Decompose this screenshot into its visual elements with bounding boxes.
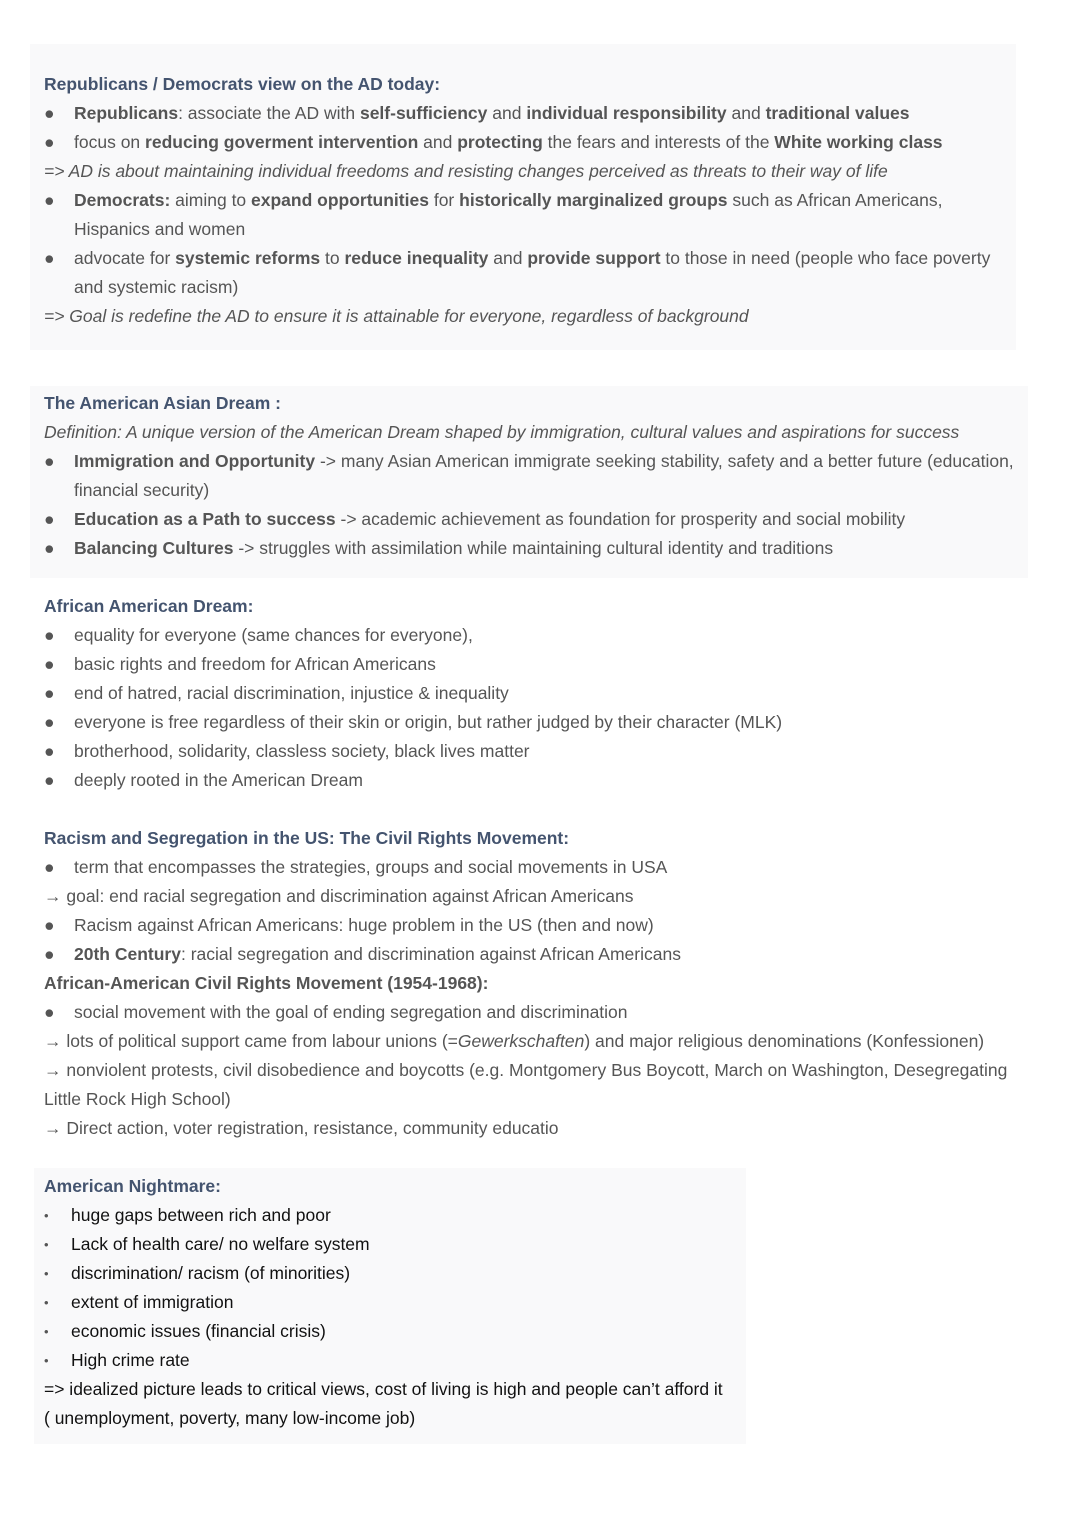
bullet-icon: • [44,1295,49,1310]
section-title: American Nightmare: [44,1176,221,1196]
bullet-item: ● Balancing Cultures -> struggles with assimilation while maintaining cultural identity and traditions [44,534,1014,563]
arrow-text: → goal: end racial segregation and discrimination against African Americans [44,886,634,906]
bullet-icon: ● [44,451,55,471]
bullet-icon: ● [44,857,55,877]
list-item: • High crime rate [44,1346,723,1375]
bullet-icon: ● [44,915,55,935]
bullet-icon: • [44,1208,49,1223]
list-item: • Lack of health care/ no welfare system [44,1230,723,1259]
bullet-item: ● Racism against African Americans: huge problem in the US (then and now) [44,911,1007,940]
section-title: African American Dream: [44,596,254,616]
bullet-icon: ● [44,132,55,152]
bullet-item: ● Education as a Path to success -> academic achievement as foundation for prosperity and social mobility [44,505,1014,534]
section-nightmare [44,1172,723,1433]
bullet-icon: ● [44,248,55,268]
bullet-icon: ● [44,1002,55,1022]
section-asian-dream [44,389,1014,563]
list-item: ● equality for everyone (same chances for everyone), [44,621,782,650]
bullet-icon: • [44,1266,49,1281]
bullet-item: ● term that encompasses the strategies, groups and social movements in USA [44,853,1007,882]
bullet-item: ● advocate for systemic reforms to reduce inequality and provide support to those in need (people who face poverty [44,244,990,273]
section-civil-rights [44,824,1007,1143]
list-item: • extent of immigration [44,1288,723,1317]
bullet-icon: • [44,1353,49,1368]
arrow-text: → lots of political support came from labour unions (=Gewerkschaften) and major religious denominations (Konfessionen) [44,1031,985,1051]
list-item: ● end of hatred, racial discrimination, injustice & inequality [44,679,782,708]
bullet-icon: ● [44,190,55,210]
bullet-item: ● Immigration and Opportunity -> many Asian American immigrate seeking stability, safety and a better future (education, [44,447,1014,476]
section-african-american-dream [44,592,782,795]
conclusion-text: ( unemployment, poverty, many low-income job) [44,1408,416,1428]
section-republicans-democrats [44,70,990,331]
list-item: • discrimination/ racism (of minorities) [44,1259,723,1288]
arrow-text: → Direct action, voter registration, resistance, community educatio [44,1118,559,1138]
list-item: • huge gaps between rich and poor [44,1201,723,1230]
bullet-icon: • [44,1237,49,1252]
bullet-item: ● focus on reducing goverment intervention and protecting the fears and interests of the White working class [44,128,990,157]
conclusion-text: => idealized picture leads to critical views, cost of living is high and people can’t afford it [44,1379,723,1399]
conclusion-text: => Goal is redefine the AD to ensure it is attainable for everyone, regardless of background [44,306,749,326]
bullet-icon: ● [44,741,55,761]
section-title: Racism and Segregation in the US: The Civil Rights Movement: [44,828,570,848]
subsection-title: African-American Civil Rights Movement (1954-1968): [44,973,489,993]
bullet-icon: ● [44,654,55,674]
list-item: ● brotherhood, solidarity, classless society, black lives matter [44,737,782,766]
list-item: ● everyone is free regardless of their skin or origin, but rather judged by their character (MLK) [44,708,782,737]
section-title: The American Asian Dream : [44,393,281,413]
list-item: ● basic rights and freedom for African Americans [44,650,782,679]
bullet-icon: • [44,1324,49,1339]
bullet-item: ● 20th Century: racial segregation and discrimination against African Americans [44,940,1007,969]
bullet-icon: ● [44,770,55,790]
arrow-text-continuation: Little Rock High School) [44,1089,231,1109]
bullet-item: ● Democrats: aiming to expand opportunities for historically marginalized groups such as African Americans, [44,186,990,215]
bullet-icon: ● [44,683,55,703]
conclusion-text: => AD is about maintaining individual freedoms and resisting changes perceived as threats to their way of life [44,161,888,181]
list-item: ● deeply rooted in the American Dream [44,766,782,795]
bullet-continuation: and systemic racism) [74,277,239,297]
bullet-icon: ● [44,712,55,732]
bullet-icon: ● [44,509,55,529]
arrow-text: → nonviolent protests, civil disobedience and boycotts (e.g. Montgomery Bus Boycott, March on Washington, Desegregating [44,1060,1008,1080]
bullet-icon: ● [44,625,55,645]
bullet-icon: ● [44,103,55,123]
bullet-continuation: Hispanics and women [74,219,246,239]
list-item: • economic issues (financial crisis) [44,1317,723,1346]
bullet-icon: ● [44,944,55,964]
bullet-continuation: financial security) [74,480,210,500]
section-title: Republicans / Democrats view on the AD today: [44,74,441,94]
definition-text: Definition: A unique version of the American Dream shaped by immigration, cultural values and aspirations for success [44,422,960,442]
bullet-item: ● social movement with the goal of ending segregation and discrimination [44,998,1007,1027]
bullet-item: ● Republicans: associate the AD with self-sufficiency and individual responsibility and traditional values [44,99,990,128]
bullet-icon: ● [44,538,55,558]
